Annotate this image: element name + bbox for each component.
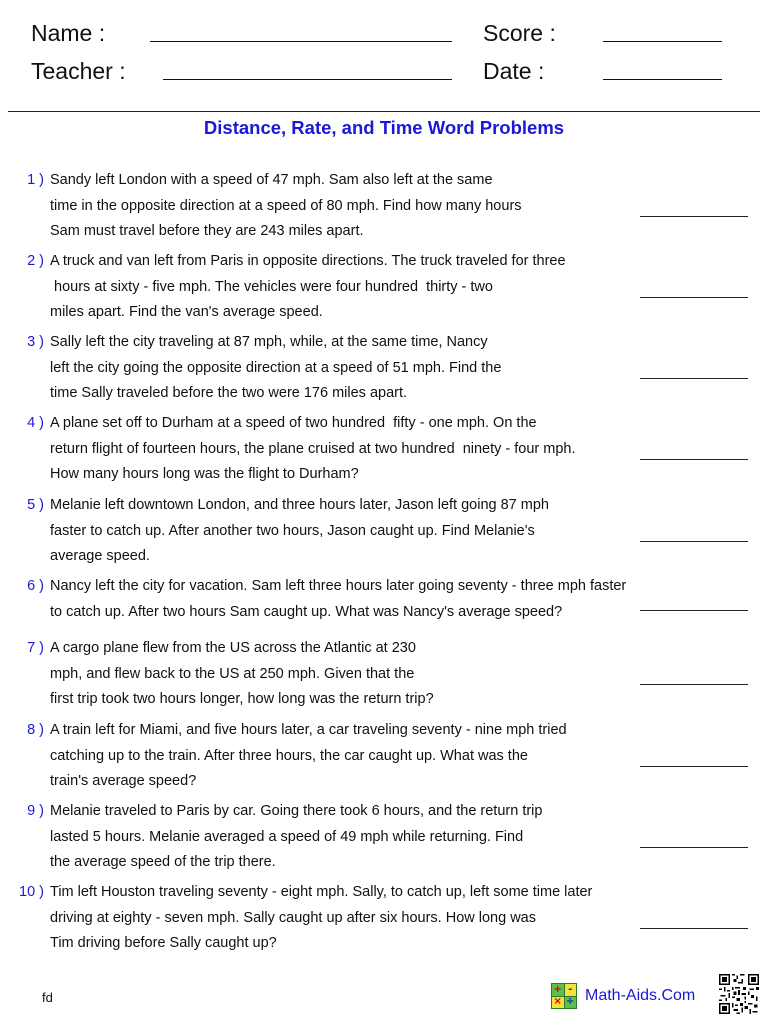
problem-number: 2 ) [27,253,44,269]
problem-2 [0,249,768,329]
calculator-icon [551,983,577,1009]
problem-10 [0,880,768,960]
problem-text-line: hours at sixty - five mph. The vehicles were four hundred thirty - two [50,278,493,295]
problem-text [50,574,650,625]
teacher-label: Teacher : [31,58,126,84]
problem-text [50,799,650,876]
date-field[interactable] [603,79,722,80]
problem-text-line: faster to catch up. After another two hours, Jason caught up. Find Melanie's [50,522,535,539]
score-field[interactable] [603,41,722,42]
problem-number: 7 ) [27,640,44,656]
problem-5 [0,493,768,573]
times-symbol: × [553,996,562,1008]
teacher-field[interactable] [163,79,452,80]
problem-text-line: driving at eighty - seven mph. Sally caught up after six hours. How long was [50,909,536,926]
answer-field[interactable] [640,847,748,848]
problem-9 [0,799,768,879]
problem-text [50,330,650,407]
problem-text-line: catching up to the train. After three hours, the car caught up. What was the [50,747,528,764]
date-label: Date : [483,58,545,84]
problem-text-line: A truck and van left from Paris in opposite directions. The truck traveled for three [50,253,566,269]
problem-text-line: Sally left the city traveling at 87 mph, while, at the same time, Nancy [50,334,488,350]
header-divider [8,111,760,112]
page-title: Distance, Rate, and Time Word Problems [203,117,565,138]
plus-symbol: + [553,983,562,995]
problem-7 [0,636,768,716]
problem-number: 8 ) [27,722,44,738]
problem-text-line: mph, and flew back to the US at 250 mph. Given that the [50,665,415,682]
brand [551,983,695,1009]
problem-number: 10 ) [19,884,44,900]
problem-text-line: A train left for Miami, and five hours later, a car traveling seventy - nine mph tried [50,722,567,738]
problem-number: 5 ) [27,497,44,513]
problem-text-line: Nancy left the city for vacation. Sam left three hours later going seventy - three mph faster [50,578,627,594]
answer-field[interactable] [640,541,748,542]
brand-name: Math-Aids.Com [585,987,696,1004]
answer-field[interactable] [640,459,748,460]
problem-text [50,168,650,245]
problem-text [50,718,650,795]
problem-4 [0,411,768,491]
problem-text-line: return flight of fourteen hours, the plane cruised at two hundred ninety - four mph. [50,440,576,457]
problem-text-line: Melanie traveled to Paris by car. Going there took 6 hours, and the return trip [50,803,543,819]
problem-text-line: time in the opposite direction at a speed of 80 mph. Find how many hours [50,197,522,214]
problem-text-line: How many hours long was the flight to Durham? [50,466,359,483]
problem-text-line: Sam must travel before they are 243 miles apart. [50,223,364,240]
problem-text [50,249,650,326]
answer-field[interactable] [640,610,748,611]
problem-number: 9 ) [27,803,44,819]
problem-text-line: Tim driving before Sally caught up? [50,935,277,952]
problem-text-line: the average speed of the trip there. [50,854,276,871]
score-label: Score : [483,20,556,46]
name-label: Name : [31,20,106,46]
problem-text-line: lasted 5 hours. Melanie averaged a speed of 49 mph while returning. Find [50,828,524,845]
problem-number: 4 ) [27,415,44,431]
problem-text-line: to catch up. After two hours Sam caught up. What was Nancy's average speed? [50,603,563,620]
answer-field[interactable] [640,766,748,767]
answer-field[interactable] [640,378,748,379]
problem-text-line: train's average speed? [50,773,197,790]
problem-8 [0,718,768,798]
problem-text-line: Melanie left downtown London, and three hours later, Jason left going 87 mph [50,497,549,513]
problem-3 [0,330,768,410]
problem-text-line: average speed. [50,548,150,565]
problem-text-line: A cargo plane flew from the US across the Atlantic at 230 [50,640,416,656]
problem-text [50,636,650,713]
problem-text-line: Sandy left London with a speed of 47 mph. Sam also left at the same [50,172,493,188]
problem-text-line: time Sally traveled before the two were 176 miles apart. [50,385,408,402]
problem-text-line: miles apart. Find the van's average speed. [50,304,323,321]
problem-1 [0,168,768,248]
minus-symbol: - [565,984,577,996]
problem-text-line: first trip took two hours longer, how long was the return trip? [50,691,434,708]
footer-code: fd [42,990,53,1005]
problem-number: 3 ) [27,334,44,350]
problem-text-line: Tim left Houston traveling seventy - eight mph. Sally, to catch up, left some time later [50,884,593,900]
problem-text-line: A plane set off to Durham at a speed of two hundred fifty - one mph. On the [50,415,537,431]
problem-number: 1 ) [27,172,44,188]
qr-code-icon [719,974,759,1014]
problem-text [50,411,650,488]
name-field[interactable] [150,41,452,42]
divide-symbol: ÷ [566,996,575,1008]
problem-text-line: left the city going the opposite direction at a speed of 51 mph. Find the [50,359,502,376]
problem-text [50,493,650,570]
problem-text [50,880,650,957]
answer-field[interactable] [640,928,748,929]
problem-number: 6 ) [27,578,44,594]
answer-field[interactable] [640,216,748,217]
answer-field[interactable] [640,684,748,685]
answer-field[interactable] [640,297,748,298]
